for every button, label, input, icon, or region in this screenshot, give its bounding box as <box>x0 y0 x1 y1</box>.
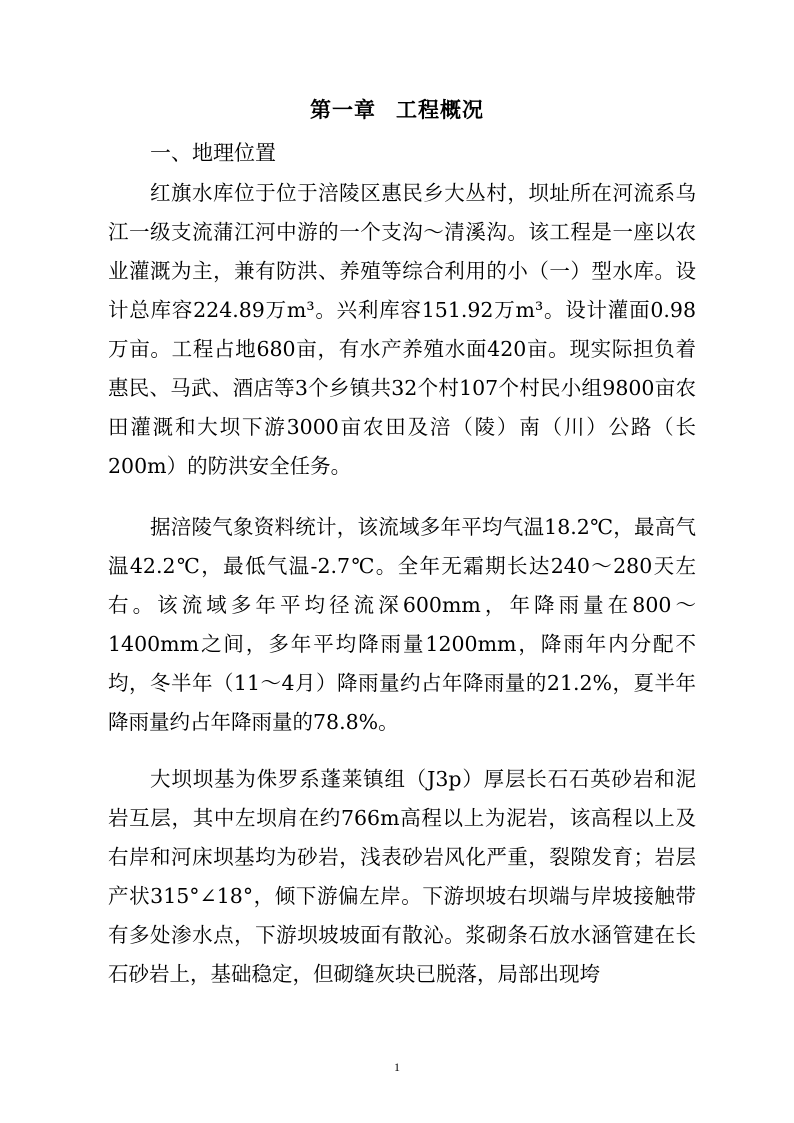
section-heading: 一、地理位置 <box>150 141 276 165</box>
page-number: 1 <box>394 1060 400 1074</box>
chapter-name: 工程概况 <box>396 97 484 122</box>
paragraph-location <box>108 174 696 486</box>
paragraph-climate <box>108 508 696 742</box>
paragraph-text: 据涪陵气象资料统计，该流域多年平均气温18.2℃，最高气温42.2℃，最低气温-2.7℃。全年无霜期长达240～280天左右。该流域多年平均径流深600mm，年降雨量在800～1400mm之间，多年平均降雨量1200mm，降雨年内分配不均，冬半年（11～4月）降雨量约占年降雨量的21.2%，夏半年降雨量约占年降雨量的78.8%。 <box>108 515 696 734</box>
paragraph-text: 红旗水库位于位于涪陵区惠民乡大丛村，坝址所在河流系乌江一级支流蒲江河中游的一个支沟～清溪沟。该工程是一座以农业灌溉为主，兼有防洪、养殖等综合利用的小（一）型水库。设计总库容224.89万m³。兴利库容151.92万m³。设计灌面0.98万亩。工程占地680亩，有水产养殖水面420亩。现实际担负着惠民、马武、酒店等3个乡镇共32个村107个村民小组9800亩农田灌溉和大坝下游3000亩农田及涪（陵）南（川）公路（长200m）的防洪安全任务。 <box>108 181 696 478</box>
paragraph-geology <box>108 760 696 994</box>
chapter-title <box>0 94 794 124</box>
paragraph-text: 大坝坝基为侏罗系蓬莱镇组（J3p）厚层长石石英砂岩和泥岩互层，其中左坝肩在约766m高程以上为泥岩，该高程以上及右岸和河床坝基均为砂岩，浅表砂岩风化严重，裂隙发育；岩层产状315°∠18°，倾下游偏左岸。下游坝坡右坝端与岸坡接触带有多处渗水点，下游坝坡坡面有散沁。浆砌条石放水涵管建在长石砂岩上，基础稳定，但砌缝灰块已脱落，局部出现垮 <box>108 767 696 986</box>
chapter-number: 第一章 <box>310 97 376 122</box>
